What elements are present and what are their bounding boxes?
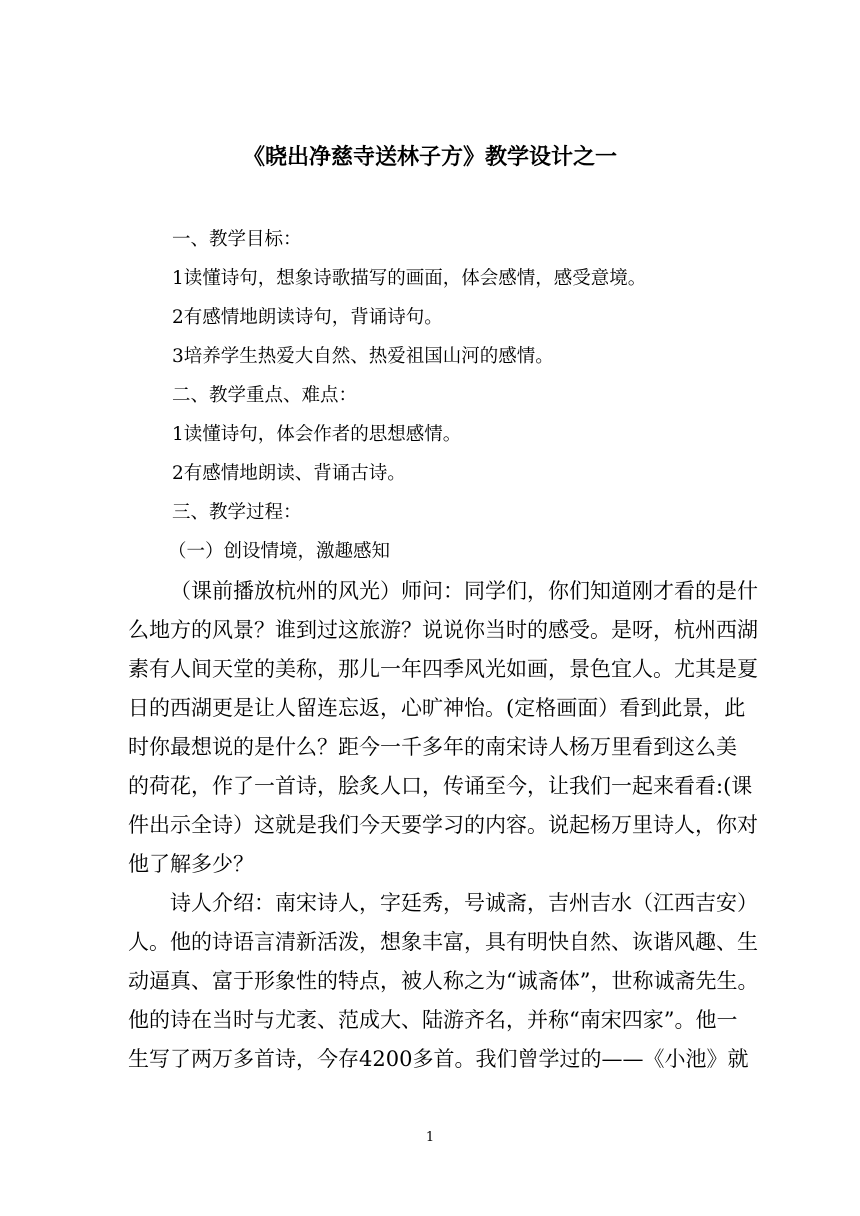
focus-item-2: 2有感情地朗读、背诵古诗。 [172, 463, 406, 484]
goal-item-3: 3培养学生热爱大自然、热爱祖国山河的感情。 [172, 346, 554, 367]
page-number: 1 [425, 1130, 435, 1145]
paragraph-line: 他了解多少？ [128, 852, 254, 876]
goal-item-1: 1读懂诗句，想象诗歌描写的画面，体会感情，感受意境。 [172, 268, 647, 289]
paragraph-line: 他的诗在当时与尤袤、范成大、陆游齐名，并称“南宋四家”。他一 [128, 1008, 738, 1032]
paragraph-line: 么地方的风景？谁到过这旅游？说说你当时的感受。是呀，杭州西湖 [128, 618, 758, 642]
focus-heading: 二、教学重点、难点： [172, 385, 358, 406]
paragraph-line: 素有人间天堂的美称，那儿一年四季风光如画，景色宜人。尤其是夏 [128, 657, 758, 681]
poet-paragraph [128, 884, 759, 1079]
document-title: 《晓出净慈寺送林子方》教学设计之一 [242, 145, 617, 170]
process-heading: 三、教学过程： [172, 502, 302, 523]
paragraph-line: 生写了两万多首诗，今存4200多首。我们曾学过的——《小池》就 [128, 1047, 749, 1071]
paragraph-line: 时你最想说的是什么？距今一千多年的南宋诗人杨万里看到这么美 [128, 735, 737, 759]
focus-item-1: 1读懂诗句，体会作者的思想感情。 [172, 424, 462, 445]
step-1-heading: （一）创设情境，激趣感知 [168, 541, 391, 562]
paragraph-line: （课前播放杭州的风光）师问：同学们，你们知道刚才看的是什 [170, 579, 758, 603]
paragraph-line: 件出示全诗）这就是我们今天要学习的内容。说起杨万里诗人，你对 [128, 813, 758, 837]
paragraph-line: 人。他的诗语言清新活泼，想象丰富，具有明快自然、诙谐风趣、生 [128, 930, 758, 954]
goals-heading: 一、教学目标： [172, 229, 302, 250]
paragraph-line: 动逼真、富于形象性的特点，被人称之为“诚斋体”，世称诚斋先生。 [128, 969, 759, 993]
intro-paragraph [128, 572, 758, 884]
paragraph-line: 的荷花，作了一首诗，脍炙人口，传诵至今，让我们一起来看看:(课 [128, 774, 753, 798]
paragraph-line: 诗人介绍：南宋诗人，字廷秀，号诚斋，吉州吉水（江西吉安） [170, 891, 758, 915]
paragraph-line: 日的西湖更是让人留连忘返，心旷神怡。(定格画面）看到此景，此 [128, 696, 746, 720]
goal-item-2: 2有感情地朗读诗句，背诵诗句。 [172, 307, 443, 328]
